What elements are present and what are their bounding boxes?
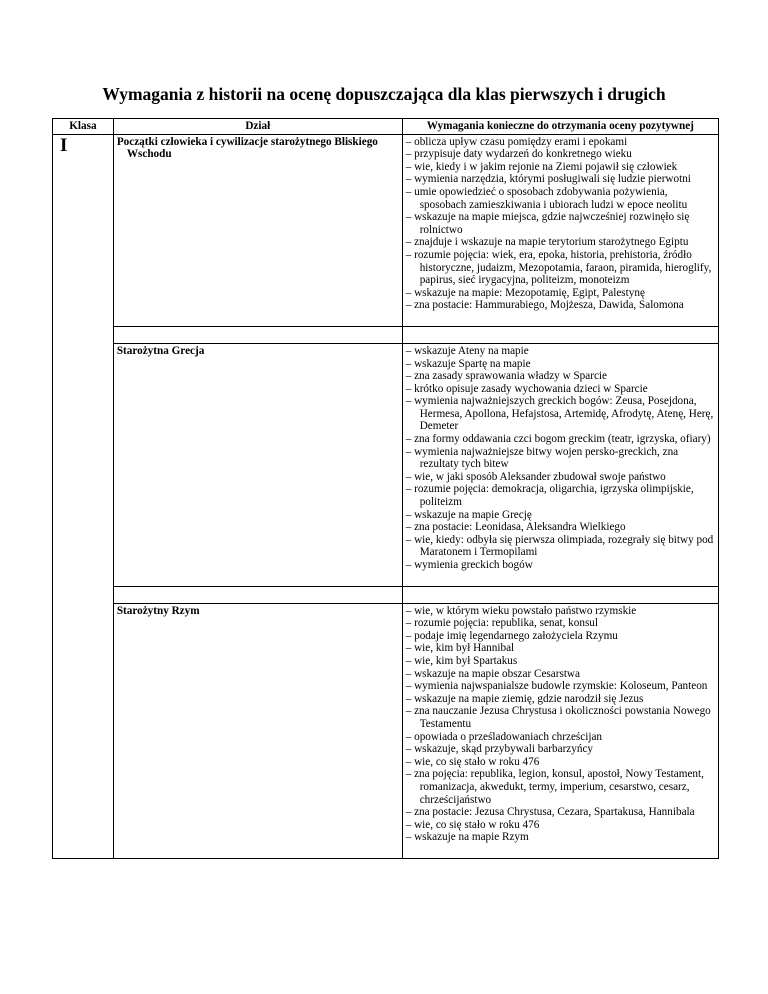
list-item: – rozumie pojęcia: demokracja, oligarchia, igrzyska olimpijskie, politeizm [405, 483, 694, 509]
list-item: – zna nauczanie Jezusa Chrystusa i okoliczności powstania Nowego Testamentu [405, 705, 711, 730]
spacer-row [53, 326, 719, 343]
spacer-cell [402, 586, 718, 603]
list-item: – wymienia narzędzia, którymi posługiwali się ludzie pierwotni [405, 173, 691, 186]
dzial-name: Starożytna Grecja [116, 344, 205, 357]
spacer-cell [113, 586, 402, 603]
list-item: – zna postacie: Jezusa Chrystusa, Cezara, Spartakusa, Hannibala [405, 806, 695, 819]
list-item: – zna postacie: Hammurabiego, Mojżesza, Dawida, Salomona [405, 299, 684, 312]
page-title: Wymagania z historii na ocenę dopuszczająca dla klas pierwszych i drugich [102, 84, 666, 104]
list-item: – wie, w którym wieku powstało państwo rzymskie [405, 604, 637, 617]
list-item: – wymienia najważniejsze bitwy wojen persko-greckich, zna rezultaty tych bitew [405, 445, 679, 471]
requirements-list [406, 136, 715, 312]
table-row [53, 134, 719, 326]
list-item: – krótko opisuje zasady wychowania dzieci w Sparcie [405, 382, 648, 395]
list-item: – przypisuje daty wydarzeń do konkretnego wieku [405, 148, 632, 161]
table-row [53, 343, 719, 586]
spacer-cell [113, 326, 402, 343]
list-item: – wie, co się stało w roku 476 [405, 818, 540, 831]
list-item: – wskazuje, skąd przybywali barbarzyńcy [405, 743, 594, 756]
requirements-table [52, 118, 719, 859]
list-item: – wskazuje na mapie miejsca, gdzie najwcześniej rozwinęło się rolnictwo [405, 211, 690, 236]
klasa-cell [53, 134, 114, 858]
table-header-row [53, 119, 719, 135]
list-item: – wskazuje Spartę na mapie [405, 357, 531, 370]
list-item: – wskazuje na mapie Rzym [405, 831, 529, 844]
list-item: – wymienia najważniejszych greckich bogów: Zeusa, Posejdona, Hermesa, Apollona, Hefajstosa, Artemidę, Afrodytę, Atenę, Herę, Demeter [405, 395, 714, 433]
list-item: – znajduje i wskazuje na mapie terytorium starożytnego Egiptu [405, 236, 689, 249]
list-item: – rozumie pojęcia: republika, senat, konsul [405, 617, 599, 630]
header-klasa: Klasa [53, 119, 114, 135]
list-item: – umie opowiedzieć o sposobach zdobywania pożywienia, sposobach zamieszkiwania i ubiorach ludzi w epoce neolitu [405, 185, 688, 211]
dzial-cell [113, 603, 402, 858]
list-item: – zna formy oddawania czci bogom greckim (teatr, igrzyska, ofiary) [405, 433, 711, 446]
requirements-list [406, 345, 715, 572]
list-item: – wskazuje Ateny na mapie [405, 344, 529, 357]
wymagania-cell [402, 134, 718, 326]
klasa-value: I [60, 134, 68, 156]
header-dzial: Dział [113, 119, 402, 135]
list-item: – wymienia najwspanialsze budowle rzymskie: Koloseum, Panteon [405, 680, 708, 693]
dzial-cell [113, 343, 402, 586]
list-item: – wskazuje na mapie obszar Cesarstwa [405, 667, 580, 680]
requirements-list [406, 605, 715, 844]
dzial-name: Początki człowieka i cywilizacje starożytnego Bliskiego Wschodu [116, 135, 378, 161]
list-item: – wie, co się stało w roku 476 [405, 755, 540, 768]
list-item: – opowiada o prześladowaniach chrześcijan [405, 730, 603, 743]
list-item: – wie, kiedy i w jakim rejonie na Ziemi pojawił się człowiek [405, 160, 678, 173]
spacer-cell [402, 326, 718, 343]
table-row [53, 603, 719, 858]
list-item: – wskazuje na mapie: Mezopotamię, Egipt, Palestynę [405, 286, 645, 299]
list-item: – oblicza upływ czasu pomiędzy erami i epokami [405, 135, 628, 148]
list-item: – wie, kim był Spartakus [405, 654, 518, 667]
wymagania-cell [402, 603, 718, 858]
list-item: – wskazuje na mapie Grecję [405, 508, 532, 521]
dzial-name: Starożytny Rzym [116, 604, 200, 617]
list-item: – zna pojęcia: republika, legion, konsul, apostoł, Nowy Testament, romanizacja, akwedukt, termy, imperium, cesarstwo, cesarz, chrześcijaństwo [405, 768, 704, 806]
list-item: – podaje imię legendarnego założyciela Rzymu [405, 629, 618, 642]
list-item: – rozumie pojęcia: wiek, era, epoka, historia, prehistoria, źródło historyczne, judaizm, Mezopotamia, faraon, piramida, hieroglify, papirus, sieć irygacyjna, politeizm, monoteizm [405, 248, 712, 287]
list-item: – wskazuje na mapie ziemię, gdzie narodził się Jezus [405, 692, 644, 705]
list-item: – wymienia greckich bogów [405, 559, 533, 571]
list-item: – zna postacie: Leonidasa, Aleksandra Wielkiego [405, 521, 626, 534]
wymagania-cell [402, 343, 718, 586]
spacer-row [53, 586, 719, 603]
header-wymagania: Wymagania konieczne do otrzymania oceny pozytywnej [402, 119, 718, 135]
list-item: – zna zasady sprawowania władzy w Sparcie [405, 370, 607, 383]
dzial-cell [113, 134, 402, 326]
list-item: – wie, w jaki sposób Aleksander zbudował swoje państwo [405, 470, 666, 483]
list-item: – wie, kiedy: odbyła się pierwsza olimpiada, rozegrały się bitwy pod Maratonem i Termopilami [405, 533, 714, 559]
list-item: – wie, kim był Hannibal [405, 642, 515, 655]
